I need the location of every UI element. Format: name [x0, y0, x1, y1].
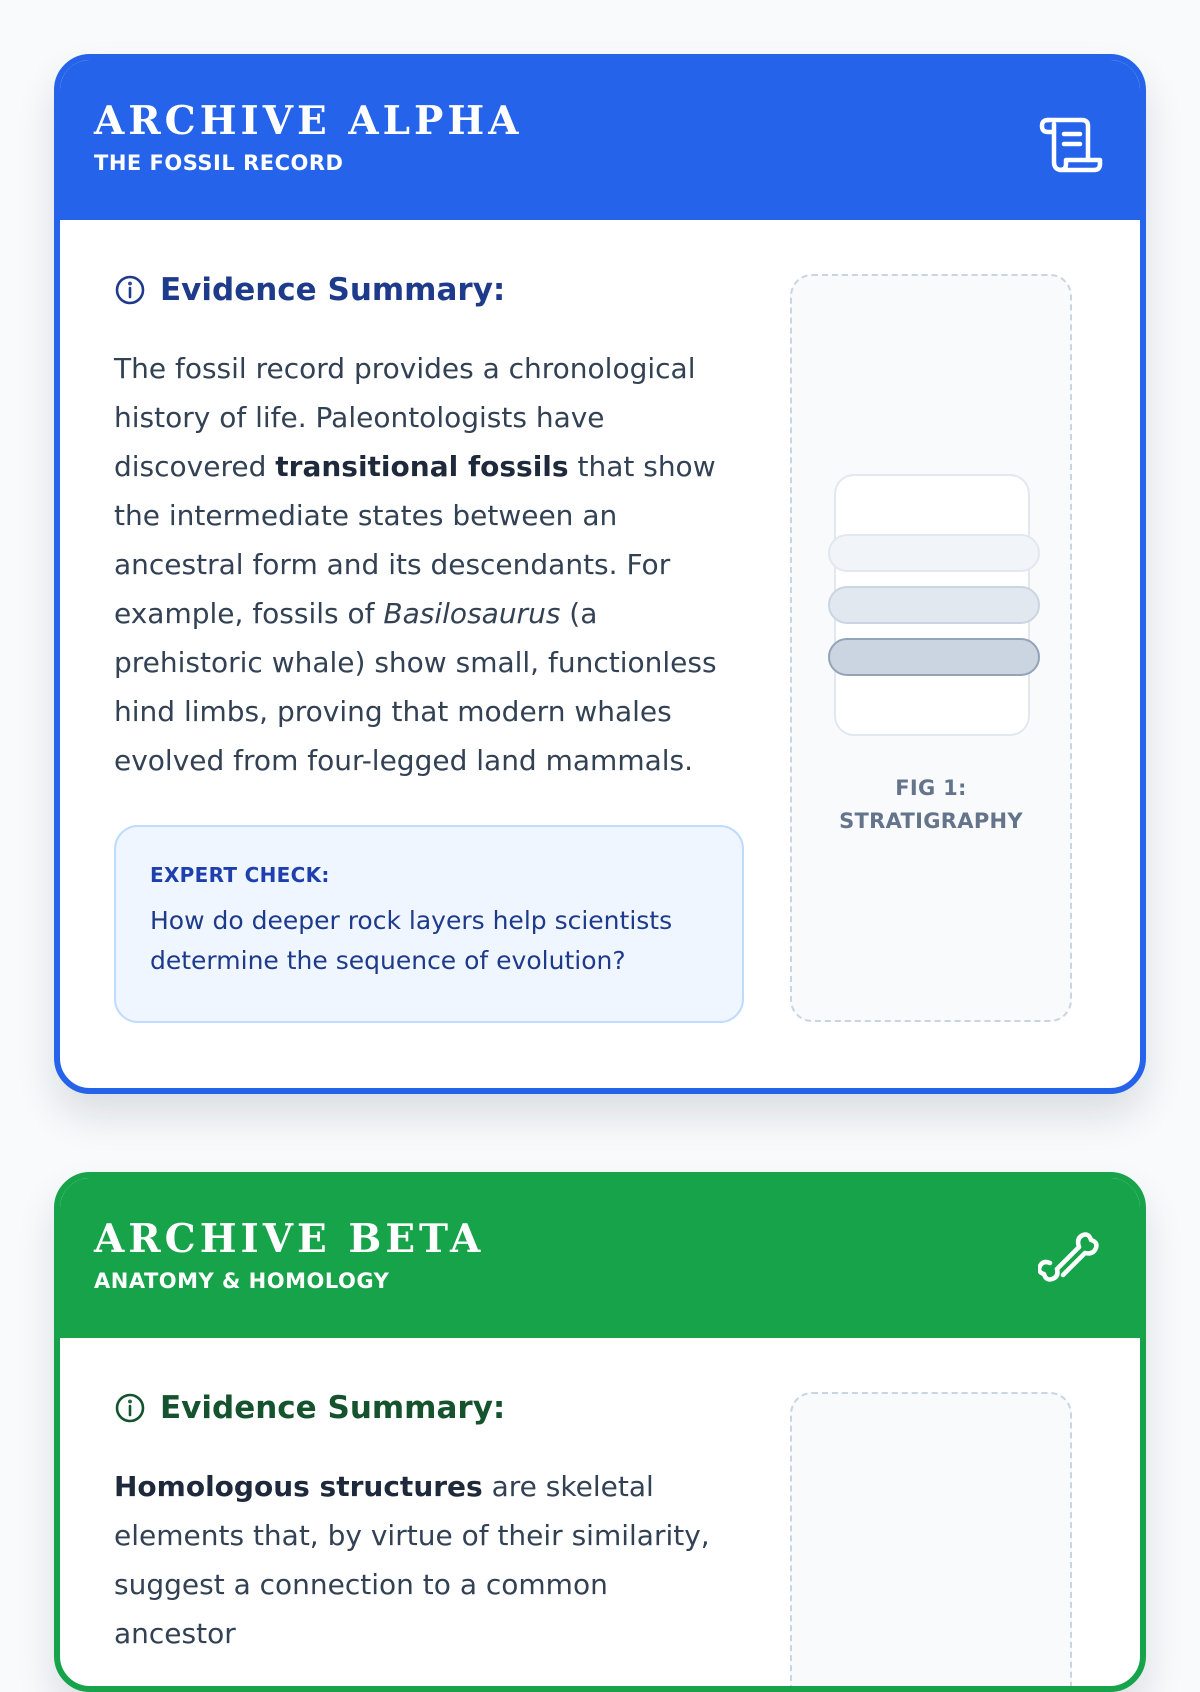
summary-species-name: Basilosaurus [383, 597, 561, 630]
archive-beta-header [60, 1178, 1140, 1338]
summary-text-part: that show the intermediate states between an ancestral form and its descendants. For example, fossils of [114, 450, 716, 630]
archive-beta-body [60, 1338, 1140, 1658]
bone-icon [1038, 1228, 1104, 1294]
archive-alpha-body [60, 220, 1140, 1023]
summary-text-part: (a prehistoric whale) show small, functionless hind limbs, proving that modern whales evolved from four-legged land mammals. [114, 597, 717, 777]
archive-subtitle: ANATOMY & HOMOLOGY [94, 1269, 390, 1293]
stratigraphy-illustration [834, 474, 1030, 736]
figure-caption-number: FIG 1: [895, 776, 967, 800]
expert-check-label: EXPERT CHECK: [150, 863, 330, 887]
summary-highlight-term: transitional fossils [275, 450, 569, 483]
expert-check-box [114, 825, 744, 1023]
scroll-icon [1038, 110, 1104, 176]
info-icon [114, 1392, 146, 1424]
evidence-summary-text [114, 1462, 734, 1658]
figure-panel [790, 274, 1072, 1022]
figure-caption-title: STRATIGRAPHY [839, 809, 1023, 833]
evidence-summary-label: Evidence Summary: [160, 271, 506, 308]
archive-beta-card [54, 1172, 1146, 1692]
info-icon [114, 274, 146, 306]
figure-panel [790, 1392, 1072, 1692]
figure-caption [792, 772, 1070, 838]
summary-text-part: The fossil record provides a chronological history of life. Paleontologists have discovered [114, 352, 696, 483]
summary-text-part: are skeletal elements that, by virtue of their similarity, suggest a connection to a common ancestor [114, 1470, 710, 1650]
archive-title: ARCHIVE ALPHA [94, 98, 523, 144]
archive-subtitle: THE FOSSIL RECORD [94, 151, 344, 175]
rock-layer-bottom [828, 638, 1040, 676]
expert-check-question: How do deeper rock layers help scientists determine the sequence of evolution? [150, 906, 673, 975]
archive-alpha-card [54, 54, 1146, 1094]
summary-highlight-term: Homologous structures [114, 1470, 483, 1503]
evidence-summary-text [114, 344, 734, 785]
rock-layer-top [828, 534, 1040, 572]
archive-alpha-header [60, 60, 1140, 220]
rock-layer-middle [828, 586, 1040, 624]
evidence-summary-label: Evidence Summary: [160, 1389, 506, 1426]
archive-title: ARCHIVE BETA [94, 1216, 485, 1262]
